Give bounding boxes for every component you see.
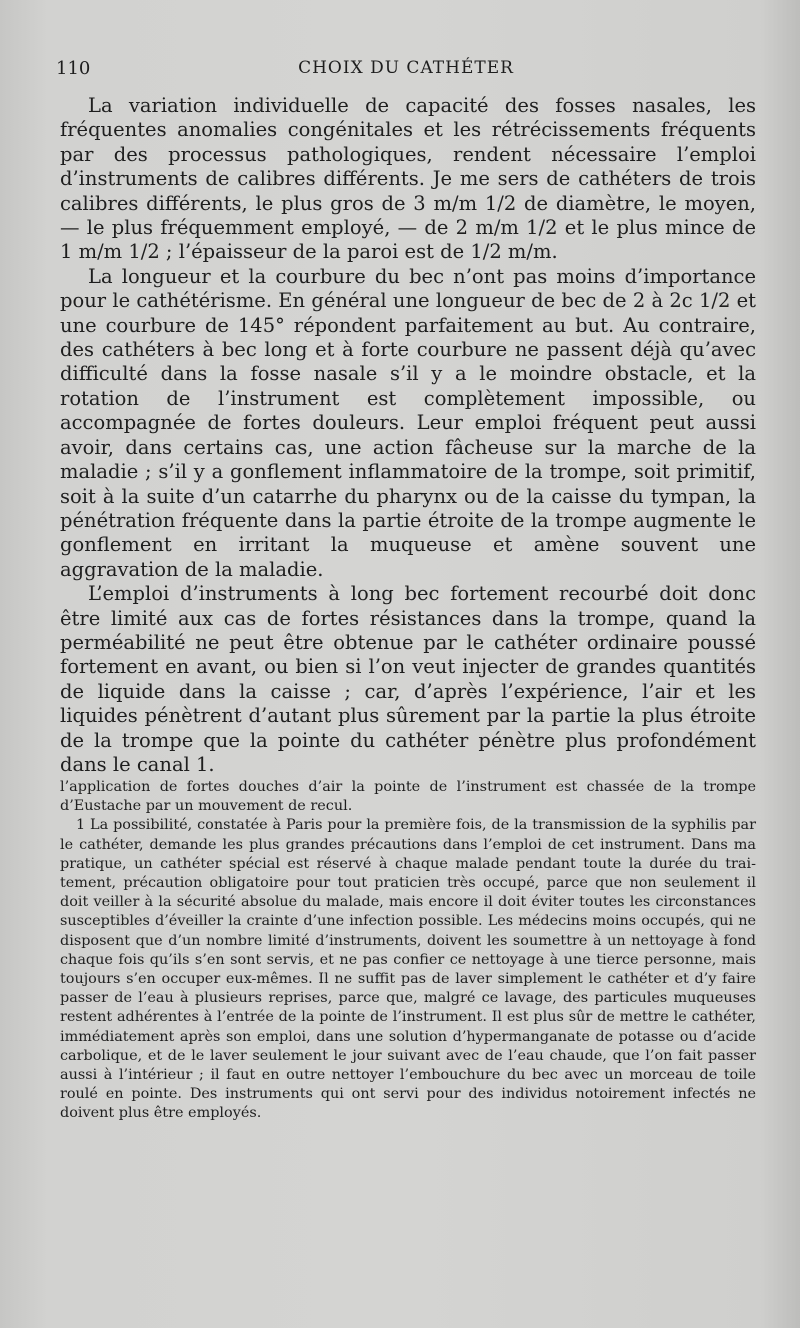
paragraph-calibres: La variation individuelle de capacité des fosses nasales, les fréquentes anomalies congénitales et les rétrécissements fréquents par des processus pathologiques, rendent nécessaire l’emploi d’instruments de calibres différents. Je me sers de cathéters de trois calibres différents, le plus gros de 3 m/m 1/2 de diamètre, le moyen, — le plus fréquemment employé, — de 2 m/m 1/2 et le plus mince de 1 m/m 1/2 ; l’épaisseur de la paroi est de 1/2 m/m.	[60, 94, 756, 264]
page-number: 110	[56, 58, 91, 79]
footnote-continuation: l’application de fortes douches d’air la pointe de l’instrument est chassée de la trompe d’Eustache par un mouvement de recul.	[60, 779, 756, 815]
page-header	[56, 58, 756, 84]
paragraph-longueur-courbure: La longueur et la courbure du bec n’ont pas moins d’importance pour le cathétérisme. En général une longueur de bec de 2 à 2c 1/2 et une courbure de 145° répondent parfaitement au but. Au contraire, des cathéters à bec long et à forte courbure ne passent déjà qu’avec difficulté dans la fosse nasale s’il y a le moindre obstacle, et la rotation de l’instrument est complètement impossible, ou accompagnée de fortes douleurs. Leur emploi fréquent peut aussi avoir, dans certains cas, une action fâcheuse sur la marche de la maladie ; s’il y a gonflement inflammatoire de la trompe, soit primitif, soit à la suite d’un catarrhe du pharynx ou de la caisse du tympan, la pénétration fréquente dans la partie étroite de la trompe augmente le gonflement en irritant la muqueuse et amène souvent une aggravation de la maladie.	[60, 264, 756, 581]
running-title: CHOIX DU CATHÉTER	[298, 58, 514, 78]
paragraph-long-bec: L’emploi d’instruments à long bec fortement recourbé doit donc être limité aux cas de fortes résistances dans la trompe, quand la perméabilité ne peut être obtenue par le cathéter ordinaire poussé fortement en avant, ou bien si l’on veut injecter de grandes quantités de liquide dans la caisse ; car, d’après l’expérience, l’air et les liquides pénètrent d’autant plus sûrement par la partie la plus étroite de la trompe que la pointe du cathéter pénètre plus profondément dans le canal 1.	[60, 582, 756, 776]
footnotes	[60, 778, 756, 1124]
footnote-1: 1 La possibilité, constatée à Paris pour la première fois, de la transmission de la syphilis par le cathéter, demande les plus grandes précautions dans l’emploi de cet instrument. Dans ma pratique, un cathéter spécial est réservé à chaque malade pendant toute la durée du traitement, précaution obligatoire pour tout praticien très occupé, parce que non seulement il doit veiller à la sécurité absolue du malade, mais encore il doit éviter toutes les circonstances susceptibles d’éveiller la crainte d’une infection possible. Les médecins moins occupés, qui ne disposent que d’un nombre limité d’instruments, doivent les soumettre à un nettoyage à fond chaque fois qu’ils s’en sont servis, et ne pas confier ce nettoyage à une tierce personne, mais toujours s’en occuper eux-mêmes. Il ne suffit pas de laver simplement le cathéter et d’y faire passer de l’eau à plusieurs reprises, parce que, malgré ce lavage, des particules muqueuses restent adhérentes à l’entrée de la pointe de l’instrument. Il est plus sûr de mettre le cathéter, immédiatement après son emploi, dans une solution d’hypermanganate de potasse ou d’acide carbolique, et de le laver seulement le jour suivant avec de l’eau chaude, que l’on fait passer aussi à l’intérieur ; il faut en outre nettoyer l’embouchure du bec avec un morceau de toile roulé en pointe. Des instruments qui ont servi pour des individus notoirement infectés ne doivent plus être employés.	[60, 817, 756, 1122]
main-text	[60, 94, 756, 777]
